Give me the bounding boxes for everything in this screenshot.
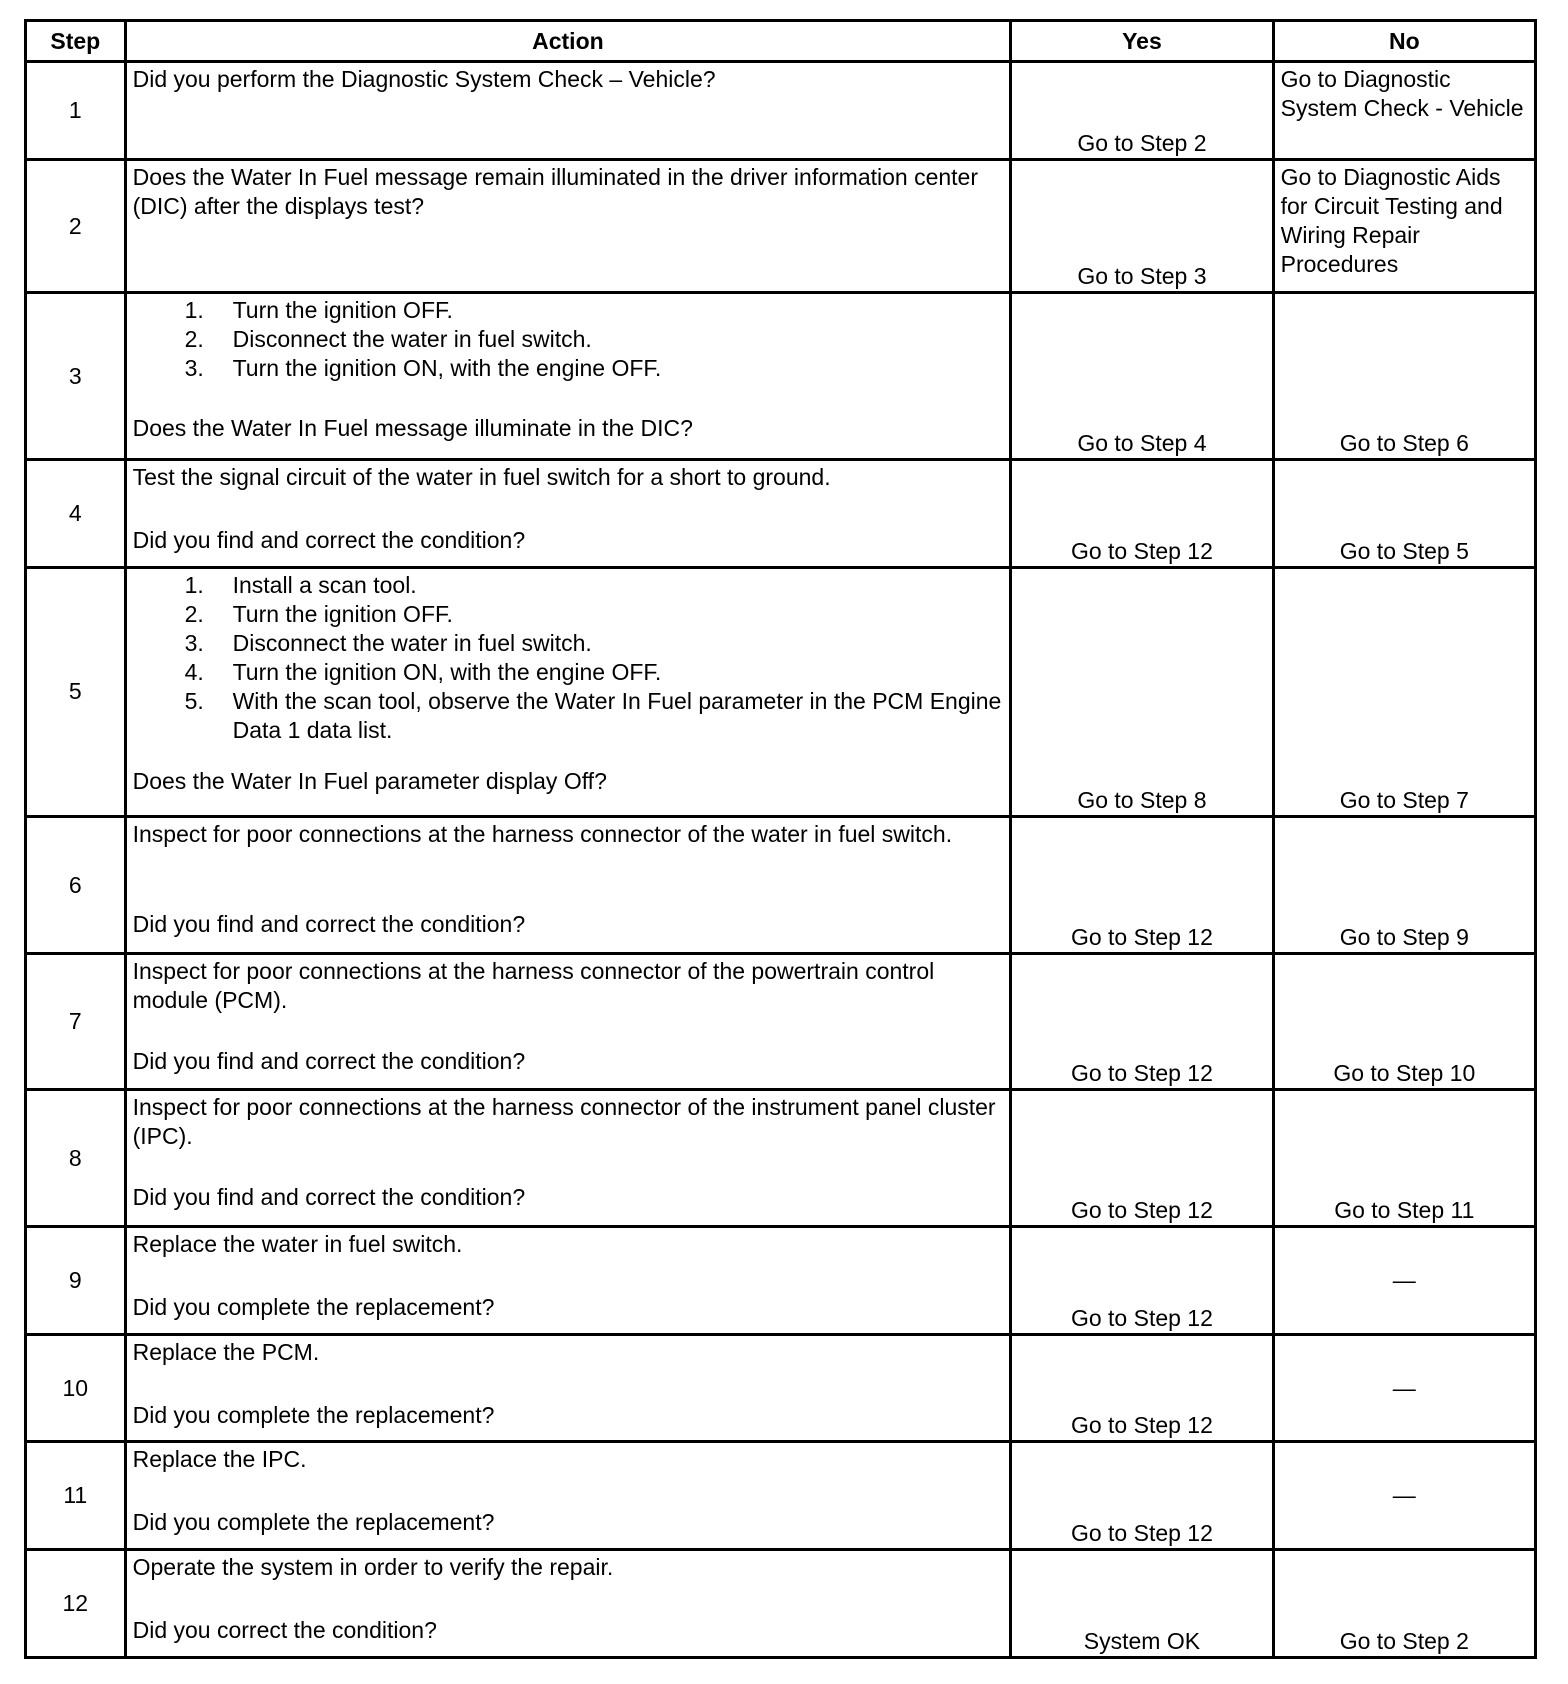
table-row <box>26 62 1536 160</box>
yes-result: Go to Step 12 <box>1011 459 1273 567</box>
action-question: Did you complete the replacement? <box>132 1509 495 1536</box>
step-number: 8 <box>26 1090 126 1227</box>
procedure-item-number: 3. <box>184 629 204 656</box>
procedure-item-text: Turn the ignition ON, with the engine OFF. <box>232 355 662 382</box>
procedure-item-text: With the scan tool, observe the Water In Fuel parameter in the PCM Engine Data 1 data list. <box>232 687 1002 743</box>
action-text: Replace the IPC. <box>132 1446 307 1473</box>
action-cell <box>125 62 1011 160</box>
action-question: Does the Water In Fuel parameter display Off? <box>132 767 607 794</box>
action-cell <box>125 1334 1011 1442</box>
action-instructions <box>133 1553 1004 1582</box>
procedure-item-text: Turn the ignition OFF. <box>232 600 453 627</box>
no-result: Go to Diagnostic Aids for Circuit Testing and Wiring Repair Procedures <box>1273 160 1535 293</box>
action-instructions <box>133 957 1004 1015</box>
procedure-item-text: Turn the ignition ON, with the engine OFF. <box>232 658 662 685</box>
procedure-item-number: 5. <box>184 687 204 714</box>
yes-result: Go to Step 3 <box>1011 160 1273 293</box>
table-row <box>26 1334 1536 1442</box>
procedure-item <box>133 571 1004 600</box>
procedure-item <box>133 658 1004 687</box>
header-action: Action <box>125 21 1011 62</box>
table-row <box>26 459 1536 567</box>
no-result: Go to Step 2 <box>1273 1550 1535 1658</box>
action-text: Test the signal circuit of the water in fuel switch for a short to ground. <box>132 463 831 490</box>
step-number: 12 <box>26 1550 126 1658</box>
action-instructions <box>133 463 1004 492</box>
action-cell <box>125 160 1011 293</box>
yes-result: Go to Step 12 <box>1011 1442 1273 1550</box>
table-row <box>26 817 1536 954</box>
action-cell <box>125 817 1011 954</box>
header-row <box>26 21 1536 62</box>
table-body <box>26 62 1536 1658</box>
action-question: Does the Water In Fuel message illuminate in the DIC? <box>132 415 693 442</box>
procedure-list <box>133 571 1004 745</box>
no-result: — <box>1273 1442 1535 1550</box>
yes-result: Go to Step 12 <box>1011 817 1273 954</box>
table-row <box>26 1226 1536 1334</box>
procedure-item <box>133 296 1004 325</box>
procedure-item <box>133 629 1004 658</box>
step-number: 9 <box>26 1226 126 1334</box>
table-row <box>26 1090 1536 1227</box>
yes-result: Go to Step 8 <box>1011 567 1273 817</box>
action-text: Operate the system in order to verify the repair. <box>132 1554 614 1581</box>
procedure-item-number: 1. <box>184 571 204 598</box>
action-text: Inspect for poor connections at the harness connector of the instrument panel cluster (IPC). <box>132 1094 996 1150</box>
step-number: 6 <box>26 817 126 954</box>
yes-result: Go to Step 4 <box>1011 293 1273 459</box>
table-row <box>26 293 1536 459</box>
step-number: 5 <box>26 567 126 817</box>
action-instructions <box>133 65 1004 94</box>
no-result: — <box>1273 1334 1535 1442</box>
procedure-item <box>133 354 1004 383</box>
header-step: Step <box>26 21 126 62</box>
no-result: Go to Step 7 <box>1273 567 1535 817</box>
action-question: Did you find and correct the condition? <box>132 911 526 938</box>
action-cell <box>125 293 1011 459</box>
action-text: Replace the water in fuel switch. <box>132 1230 463 1257</box>
no-result: — <box>1273 1226 1535 1334</box>
procedure-item-text: Turn the ignition OFF. <box>232 297 453 324</box>
procedure-item-number: 2. <box>184 600 204 627</box>
action-cell <box>125 1550 1011 1658</box>
yes-result: Go to Step 12 <box>1011 1090 1273 1227</box>
step-number: 3 <box>26 293 126 459</box>
action-question: Did you correct the condition? <box>132 1617 437 1644</box>
yes-result: Go to Step 12 <box>1011 953 1273 1090</box>
action-instructions <box>133 1445 1004 1474</box>
action-cell <box>125 1226 1011 1334</box>
step-number: 4 <box>26 459 126 567</box>
action-text: Does the Water In Fuel message remain illuminated in the driver information center (DIC) after the displays test? <box>132 164 979 220</box>
procedure-item-text: Disconnect the water in fuel switch. <box>232 326 592 353</box>
table-row <box>26 160 1536 293</box>
procedure-item <box>133 687 1004 745</box>
step-number: 7 <box>26 953 126 1090</box>
action-text: Inspect for poor connections at the harness connector of the powertrain control module (PCM). <box>132 957 935 1013</box>
action-cell <box>125 953 1011 1090</box>
action-cell <box>125 1442 1011 1550</box>
action-instructions <box>133 1338 1004 1367</box>
table-row <box>26 953 1536 1090</box>
procedure-item <box>133 325 1004 354</box>
yes-result: Go to Step 2 <box>1011 62 1273 160</box>
diagnostic-table <box>24 19 1537 1659</box>
yes-result: Go to Step 12 <box>1011 1226 1273 1334</box>
action-question: Did you complete the replacement? <box>132 1293 495 1320</box>
action-instructions <box>133 1230 1004 1259</box>
no-result: Go to Step 10 <box>1273 953 1535 1090</box>
action-text: Did you perform the Diagnostic System Check – Vehicle? <box>132 66 716 92</box>
action-question: Did you find and correct the condition? <box>132 526 526 553</box>
action-text: Inspect for poor connections at the harness connector of the water in fuel switch. <box>132 821 953 848</box>
procedure-item-number: 1. <box>184 297 204 324</box>
action-instructions <box>133 1093 1004 1151</box>
table-row <box>26 567 1536 817</box>
procedure-list <box>133 296 1004 383</box>
yes-result: System OK <box>1011 1550 1273 1658</box>
procedure-item-text: Install a scan tool. <box>232 571 417 598</box>
action-instructions <box>133 820 1004 849</box>
action-cell <box>125 1090 1011 1227</box>
yes-result: Go to Step 12 <box>1011 1334 1273 1442</box>
table-row <box>26 1550 1536 1658</box>
action-question: Did you find and correct the condition? <box>132 1047 526 1074</box>
step-number: 11 <box>26 1442 126 1550</box>
step-number: 1 <box>26 62 126 160</box>
action-instructions <box>133 163 1004 221</box>
table-row <box>26 1442 1536 1550</box>
step-number: 2 <box>26 160 126 293</box>
procedure-item <box>133 600 1004 629</box>
header-yes: Yes <box>1011 21 1273 62</box>
procedure-item-text: Disconnect the water in fuel switch. <box>232 629 592 656</box>
no-result: Go to Step 9 <box>1273 817 1535 954</box>
no-result: Go to Step 5 <box>1273 459 1535 567</box>
procedure-item-number: 2. <box>184 326 204 353</box>
action-cell <box>125 567 1011 817</box>
action-instructions <box>133 571 1004 745</box>
action-instructions <box>133 296 1004 383</box>
action-question: Did you complete the replacement? <box>132 1401 495 1428</box>
action-text: Replace the PCM. <box>132 1338 320 1365</box>
no-result: Go to Diagnostic System Check - Vehicle <box>1273 62 1535 160</box>
no-result: Go to Step 6 <box>1273 293 1535 459</box>
procedure-item-number: 4. <box>184 658 204 685</box>
action-cell <box>125 459 1011 567</box>
no-result: Go to Step 11 <box>1273 1090 1535 1227</box>
action-question: Did you find and correct the condition? <box>132 1184 526 1211</box>
procedure-item-number: 3. <box>184 355 204 382</box>
header-no: No <box>1273 21 1535 62</box>
step-number: 10 <box>26 1334 126 1442</box>
